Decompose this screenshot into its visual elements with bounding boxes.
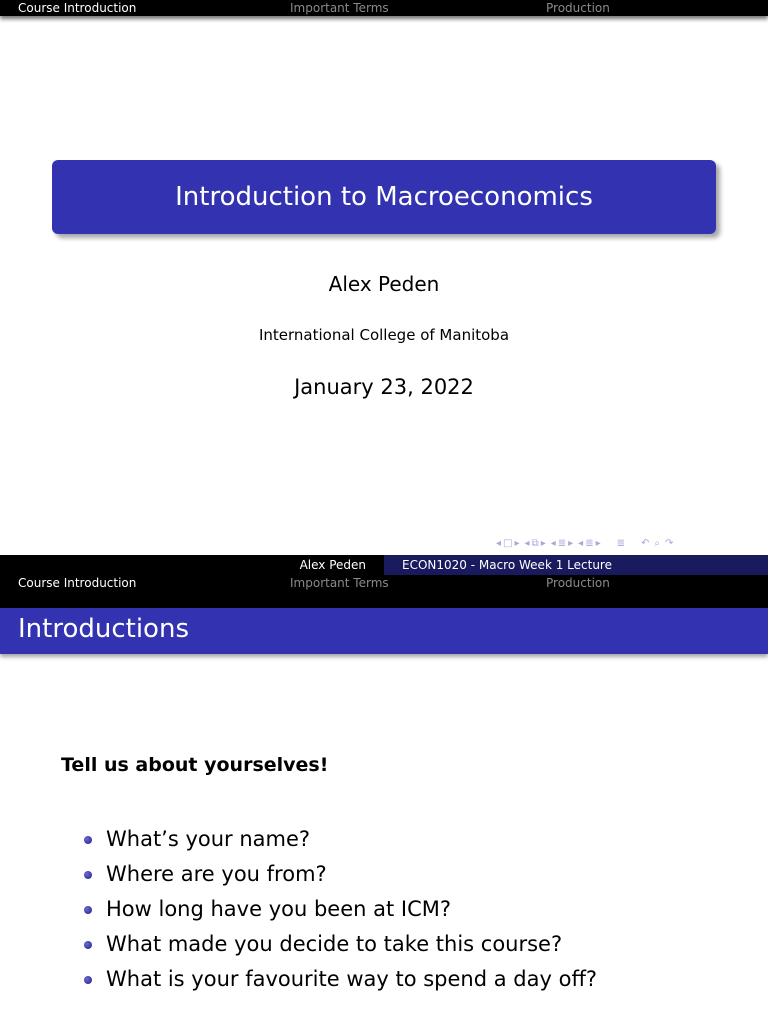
nav-important-terms[interactable]: Important Terms [290, 1, 389, 15]
nav-important-terms[interactable]: Important Terms [290, 576, 389, 590]
institute-name: International College of Manitoba [258, 326, 510, 344]
bullet-list [84, 822, 597, 997]
footline-title: ECON1020 - Macro Week 1 Lecture [384, 555, 768, 575]
section-icon[interactable]: ≣ [585, 537, 594, 549]
search-icon[interactable]: ⌕ [654, 537, 661, 549]
bullet-icon [84, 941, 92, 949]
author-name: Alex Peden [328, 272, 440, 296]
nav-next-icon[interactable]: ▸ [568, 537, 574, 549]
nav-next-icon[interactable]: ▸ [514, 537, 520, 549]
nav-prev-icon[interactable]: ◂ [578, 537, 584, 549]
subsection-nav-group[interactable] [551, 538, 573, 549]
list-item [84, 927, 597, 962]
toc-icon[interactable]: ≣ [616, 537, 626, 549]
bullet-icon [84, 976, 92, 984]
list-item [84, 857, 597, 892]
footline [0, 555, 768, 575]
list-item-text: What made you decide to take this course? [106, 932, 563, 956]
nav-course-introduction[interactable]: Course Introduction [18, 1, 137, 15]
list-item [84, 962, 597, 997]
list-item-text: What’s your name? [106, 827, 311, 851]
lead-text: Tell us about yourselves! [61, 754, 329, 776]
presentation-date: January 23, 2022 [294, 375, 474, 399]
nav-prev-icon[interactable]: ◂ [524, 537, 530, 549]
frame-title: Introductions [18, 614, 189, 644]
back-forward-icon[interactable]: ↶ [641, 537, 650, 549]
slide-icon[interactable]: □ [503, 537, 513, 549]
list-item [84, 892, 597, 927]
nav-prev-icon[interactable]: ◂ [496, 537, 502, 549]
frame-title-bar [0, 608, 768, 654]
footline-author: Alex Peden [0, 555, 384, 575]
frame-icon[interactable]: ⧉ [531, 537, 539, 549]
title-box [52, 160, 716, 234]
nav-prev-icon[interactable]: ◂ [550, 537, 556, 549]
section-navigation-2 [0, 575, 768, 608]
frame-nav-group[interactable] [525, 538, 546, 549]
nav-production[interactable]: Production [546, 1, 610, 15]
list-item-text: What is your favourite way to spend a day off? [106, 967, 598, 991]
list-item [84, 822, 597, 857]
list-item-text: Where are you from? [106, 862, 327, 886]
nav-next-icon[interactable]: ▸ [595, 537, 601, 549]
slide-nav-group[interactable] [496, 538, 520, 549]
list-item-text: How long have you been at ICM? [106, 897, 452, 921]
bullet-icon [84, 871, 92, 879]
bullet-icon [84, 906, 92, 914]
nav-course-introduction[interactable]: Course Introduction [18, 576, 137, 590]
section-nav-group[interactable] [578, 538, 600, 549]
nav-production[interactable]: Production [546, 576, 610, 590]
subsection-icon[interactable]: ≣ [557, 537, 567, 549]
bullet-icon [84, 836, 92, 844]
nav-next-icon[interactable]: ▸ [540, 537, 546, 549]
forward-icon[interactable]: ↷ [665, 537, 674, 549]
beamer-navigation-controls [496, 536, 766, 550]
presentation-title: Introduction to Macroeconomics [175, 182, 593, 212]
section-navigation [0, 0, 768, 16]
